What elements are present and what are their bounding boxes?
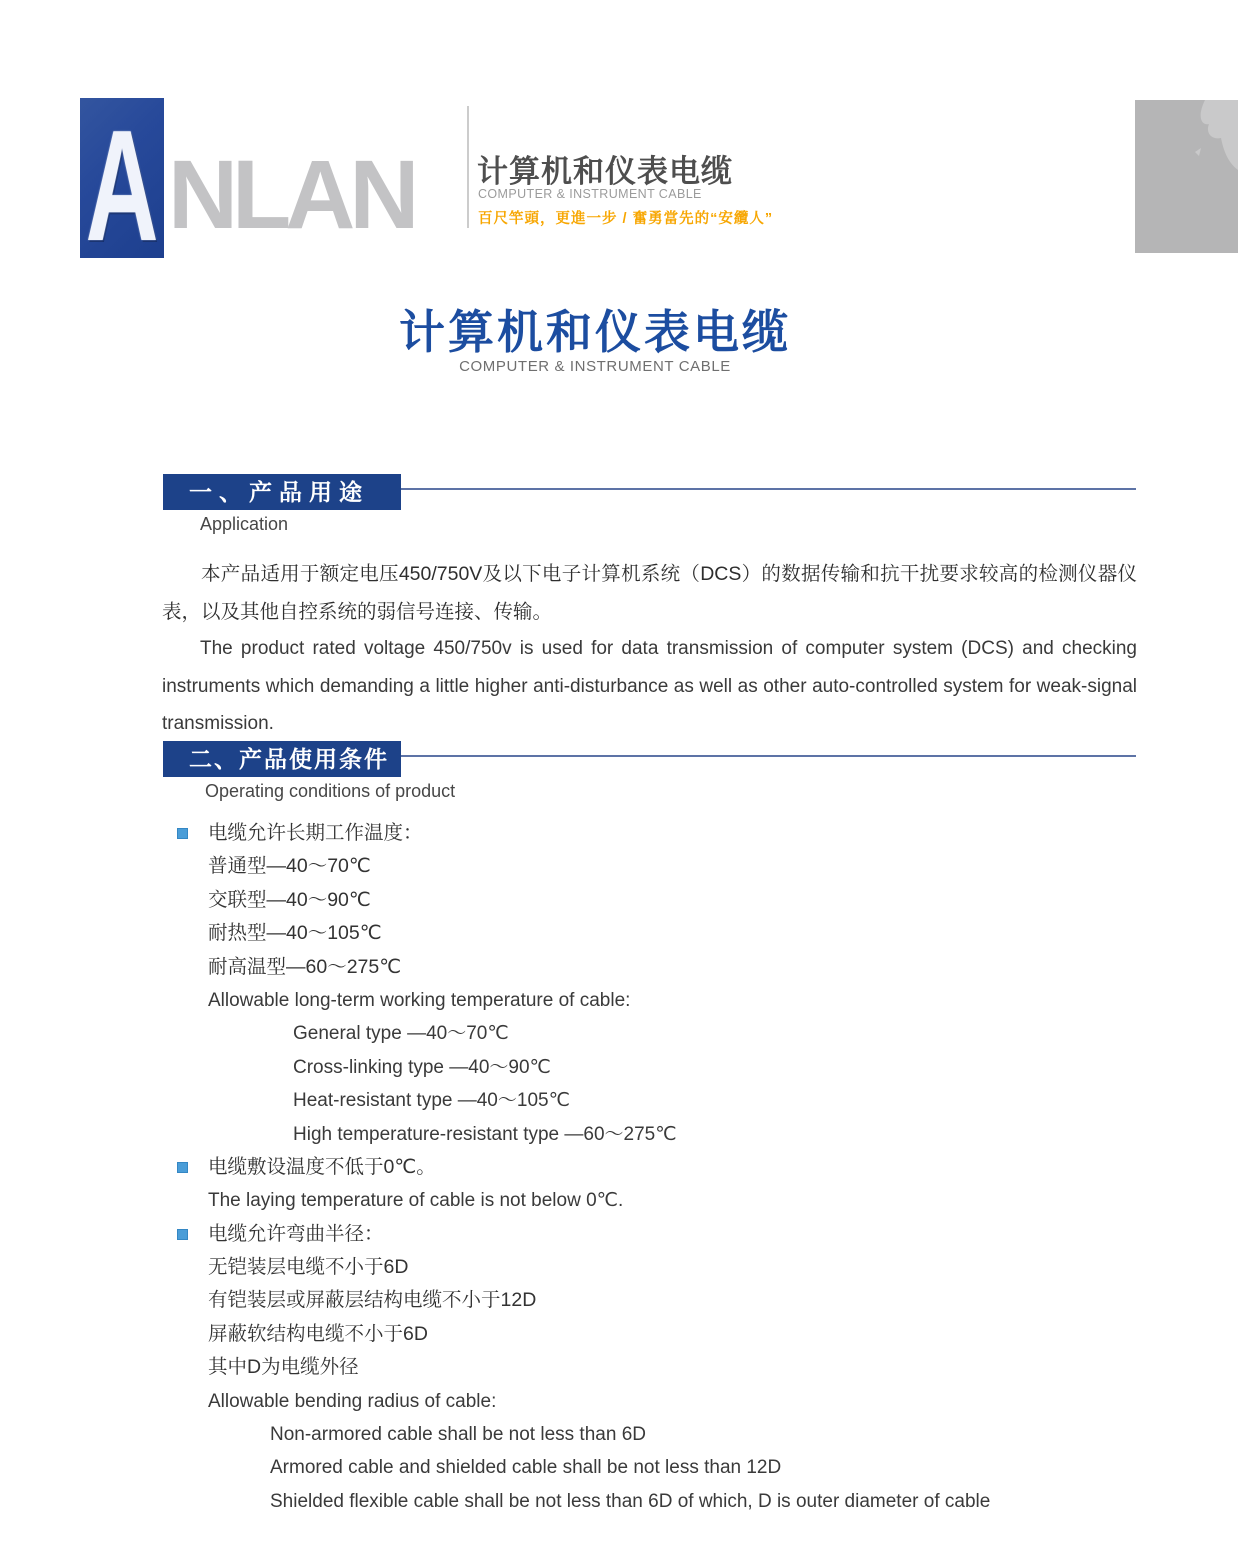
- condition-row: [162, 1451, 1142, 1484]
- condition-row: [162, 1184, 1142, 1217]
- condition-row: [162, 850, 1142, 883]
- header-photo-placeholder: [1135, 100, 1238, 253]
- logo-letter-a: A: [85, 98, 159, 258]
- condition-row: [162, 1284, 1142, 1317]
- condition-row: [162, 1118, 1142, 1151]
- bullet-square-icon: [177, 1229, 188, 1240]
- section2-rule: [399, 755, 1136, 757]
- header-product-title-en: COMPUTER & INSTRUMENT CABLE: [478, 187, 702, 201]
- condition-bullet-row: [162, 817, 1142, 850]
- condition-text: Non-armored cable shall be not less than 6D: [270, 1424, 646, 1446]
- header-slogan: 百尺竿頭，更進一步 / 奮勇當先的“安纜人”: [478, 211, 774, 227]
- condition-text: Allowable long-term working temperature of cable:: [208, 989, 631, 1011]
- condition-text: The laying temperature of cable is not below 0℃.: [208, 1190, 624, 1212]
- condition-row: [162, 1485, 1142, 1518]
- logo-letters-nlan: NLAN: [168, 140, 414, 250]
- condition-row: [162, 1385, 1142, 1418]
- condition-text: 其中D为电缆外径: [208, 1356, 359, 1379]
- condition-row: [162, 1418, 1142, 1451]
- condition-text: High temperature-resistant type —60～275℃: [293, 1123, 677, 1145]
- condition-text: 耐热型—40～105℃: [208, 922, 382, 945]
- condition-text: Cross-linking type —40～90℃: [293, 1056, 551, 1078]
- condition-text: 电缆敷设温度不低于0℃。: [208, 1155, 436, 1178]
- condition-text: Armored cable and shielded cable shall be not less than 12D: [270, 1457, 782, 1479]
- foliage-decoration-icon: [1135, 100, 1238, 253]
- condition-row: [162, 1251, 1142, 1284]
- condition-text: 无铠装层电缆不小于6D: [208, 1256, 409, 1279]
- condition-text: 有铠装层或屏蔽层结构电缆不小于12D: [208, 1289, 537, 1312]
- section2-subheading: Operating conditions of product: [205, 781, 456, 801]
- condition-row: [162, 1051, 1142, 1084]
- logo-a-square: [80, 98, 164, 258]
- condition-row: [162, 984, 1142, 1017]
- condition-row: [162, 1351, 1142, 1384]
- page-title: 计算机和仪表电缆: [399, 306, 791, 358]
- condition-row: [162, 1084, 1142, 1117]
- condition-text: General type —40～70℃: [293, 1023, 509, 1045]
- condition-text: 交联型—40～90℃: [208, 888, 371, 911]
- header-product-title-zh: 计算机和仪表电缆: [477, 154, 733, 189]
- condition-row: [162, 917, 1142, 950]
- condition-text: 屏蔽软结构电缆不小于6D: [208, 1322, 428, 1345]
- anlan-logo: [80, 98, 413, 258]
- condition-text: Allowable bending radius of cable:: [208, 1390, 497, 1412]
- section1-heading: 一、产品用途: [163, 474, 401, 510]
- condition-text: 普通型—40～70℃: [208, 855, 371, 878]
- condition-text: Shielded flexible cable shall be not less than 6D of which, D is outer diameter of cable: [270, 1490, 991, 1512]
- header-divider-line: [467, 106, 469, 228]
- condition-bullet-row: [162, 1218, 1142, 1251]
- condition-text: 电缆允许弯曲半径：: [208, 1222, 384, 1245]
- condition-text: Heat-resistant type —40～105℃: [293, 1090, 570, 1112]
- condition-text: 耐高温型—60～275℃: [208, 955, 402, 978]
- condition-text: 电缆允许长期工作温度：: [208, 822, 423, 844]
- section1-subheading: Application: [200, 514, 289, 534]
- bullet-square-icon: [177, 828, 188, 839]
- application-paragraph-en: The product rated voltage 450/750v is used for data transmission of computer system (DCS) and checking instruments which demanding a little higher anti-disturbance as well as other auto-controlled system for weak-signal transmission.: [162, 638, 1137, 734]
- condition-row: [162, 884, 1142, 917]
- condition-bullet-row: [162, 1151, 1142, 1184]
- application-paragraph-zh: 本产品适用于额定电压450/750V及以下电子计算机系统（DCS）的数据传输和抗干扰要求较高的检测仪器仪表，以及其他自控系统的弱信号连接、传输。: [162, 563, 1137, 623]
- page-subtitle: COMPUTER & INSTRUMENT CABLE: [459, 358, 731, 375]
- condition-row: [162, 1017, 1142, 1050]
- condition-row: [162, 951, 1142, 984]
- bullet-square-icon: [177, 1162, 188, 1173]
- section1-rule: [399, 488, 1136, 490]
- condition-row: [162, 1318, 1142, 1351]
- conditions-list: [162, 817, 1142, 1518]
- section2-heading: 二、产品使用条件: [163, 741, 401, 777]
